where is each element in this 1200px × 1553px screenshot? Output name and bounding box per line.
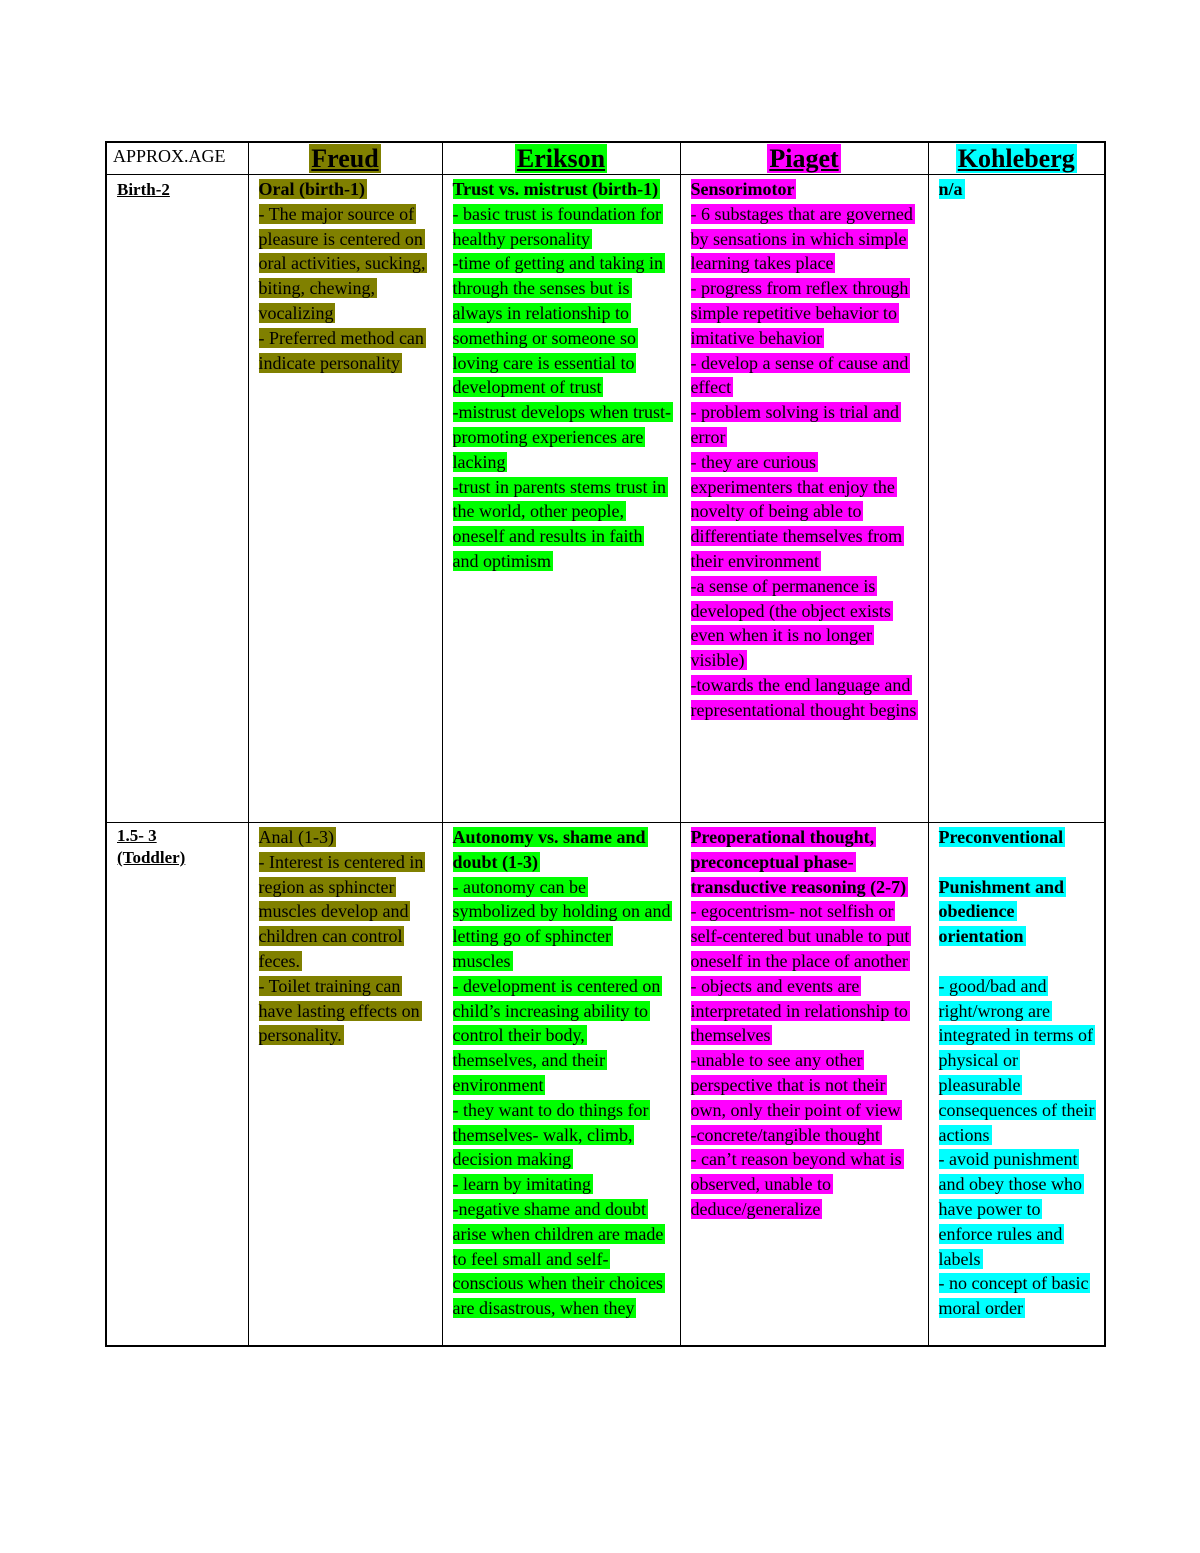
freud-header <box>248 142 442 175</box>
kohleberg-header <box>928 142 1105 175</box>
erikson-header-label: Erikson <box>516 144 606 173</box>
piaget-stage-title: Sensorimotor <box>690 179 795 199</box>
age-cell <box>106 175 248 823</box>
table-row-toddler <box>106 823 1105 1347</box>
age-label: 1.5- 3 (Toddler) <box>117 826 186 867</box>
piaget-header <box>680 142 928 175</box>
age-cell <box>106 823 248 1347</box>
kohleberg-header-label: Kohleberg <box>957 144 1075 173</box>
erikson-stage-title: Trust vs. mistrust (birth-1) <box>452 179 659 199</box>
table-row-birth-2 <box>106 175 1105 823</box>
age-label: Birth-2 <box>117 180 170 199</box>
piaget-cell <box>680 175 928 823</box>
erikson-stage-title: Autonomy vs. shame and doubt (1-3) <box>452 827 646 872</box>
piaget-cell <box>680 823 928 1347</box>
approx-age-header: APPROX.AGE <box>106 142 248 175</box>
kohleberg-cell <box>928 823 1105 1347</box>
kohleberg-stage-title: n/a <box>938 179 963 199</box>
piaget-header-label: Piaget <box>769 144 839 173</box>
freud-stage-title: Oral (birth-1) <box>258 179 365 199</box>
erikson-cell <box>442 175 680 823</box>
freud-stage-body: - The major source of pleasure is centered on oral activities, sucking, biting, chewing, vocalizing - Preferred method can indicate personality <box>258 203 426 373</box>
freud-stage-body: - Interest is centered in region as sphincter muscles develop and children can control feces. - Toilet training can have lasting effects on personality. <box>258 851 424 1046</box>
header-row <box>106 142 1105 175</box>
freud-stage-title: Anal (1-3) <box>258 827 334 847</box>
piaget-stage-body: - egocentrism- not selfish or self-centered but unable to put oneself in the place of another - objects and events are interpretated in relationship to themselves -unable to see any other perspective that is not their own, only their point of view -concrete/tangible thought - can’t reason beyond what is observed, unable to deduce/generalize <box>690 901 910 1219</box>
erikson-stage-body: - basic trust is foundation for healthy personality -time of getting and taking in through the senses but is always in relationship to something or someone so loving care is essential to development of trust -mistrust develops when trust-promoting experiences are lacking -trust in parents stems trust in the world, other people, oneself and results in faith and optimism <box>452 203 671 571</box>
erikson-cell <box>442 823 680 1347</box>
erikson-header <box>442 142 680 175</box>
kohleberg-stage-title: Preconventional <box>938 827 1064 847</box>
development-stages-table <box>105 141 1106 1347</box>
piaget-stage-body: - 6 substages that are governed by sensations in which simple learning takes place - progress from reflex through simple repetitive behavior to imitative behavior - develop a sense of cause and effect - problem solving is trial and error - they are curious experimenters that enjoy the novelty of being able to differentiate themselves from their environment -a sense of permanence is developed (the object exists even when it is no longer visible) -towards the end language and representational thought begins <box>690 203 917 720</box>
kohleberg-stage-body: - good/bad and right/wrong are integrated in terms of physical or pleasurable consequences of their actions - avoid punishment and obey those who have power to enforce rules and labels - no concept of basic moral order <box>938 975 1095 1319</box>
freud-cell <box>248 175 442 823</box>
freud-header-label: Freud <box>311 144 379 173</box>
piaget-stage-title: Preoperational thought, preconceptual phase- transductive reasoning (2-7) <box>690 827 907 897</box>
erikson-stage-body: - autonomy can be symbolized by holding on and letting go of sphincter muscles - development is centered on child’s increasing ability to control their body, themselves, and their environment - they want to do things for themselves- walk, climb, decision making - learn by imitating -negative shame and doubt arise when children are made to feel small and self-conscious when their choices are disastrous, when they <box>452 876 671 1319</box>
kohleberg-stage-subtitle: Punishment and obedience orientation <box>938 876 1065 947</box>
freud-cell <box>248 823 442 1347</box>
kohleberg-cell <box>928 175 1105 823</box>
